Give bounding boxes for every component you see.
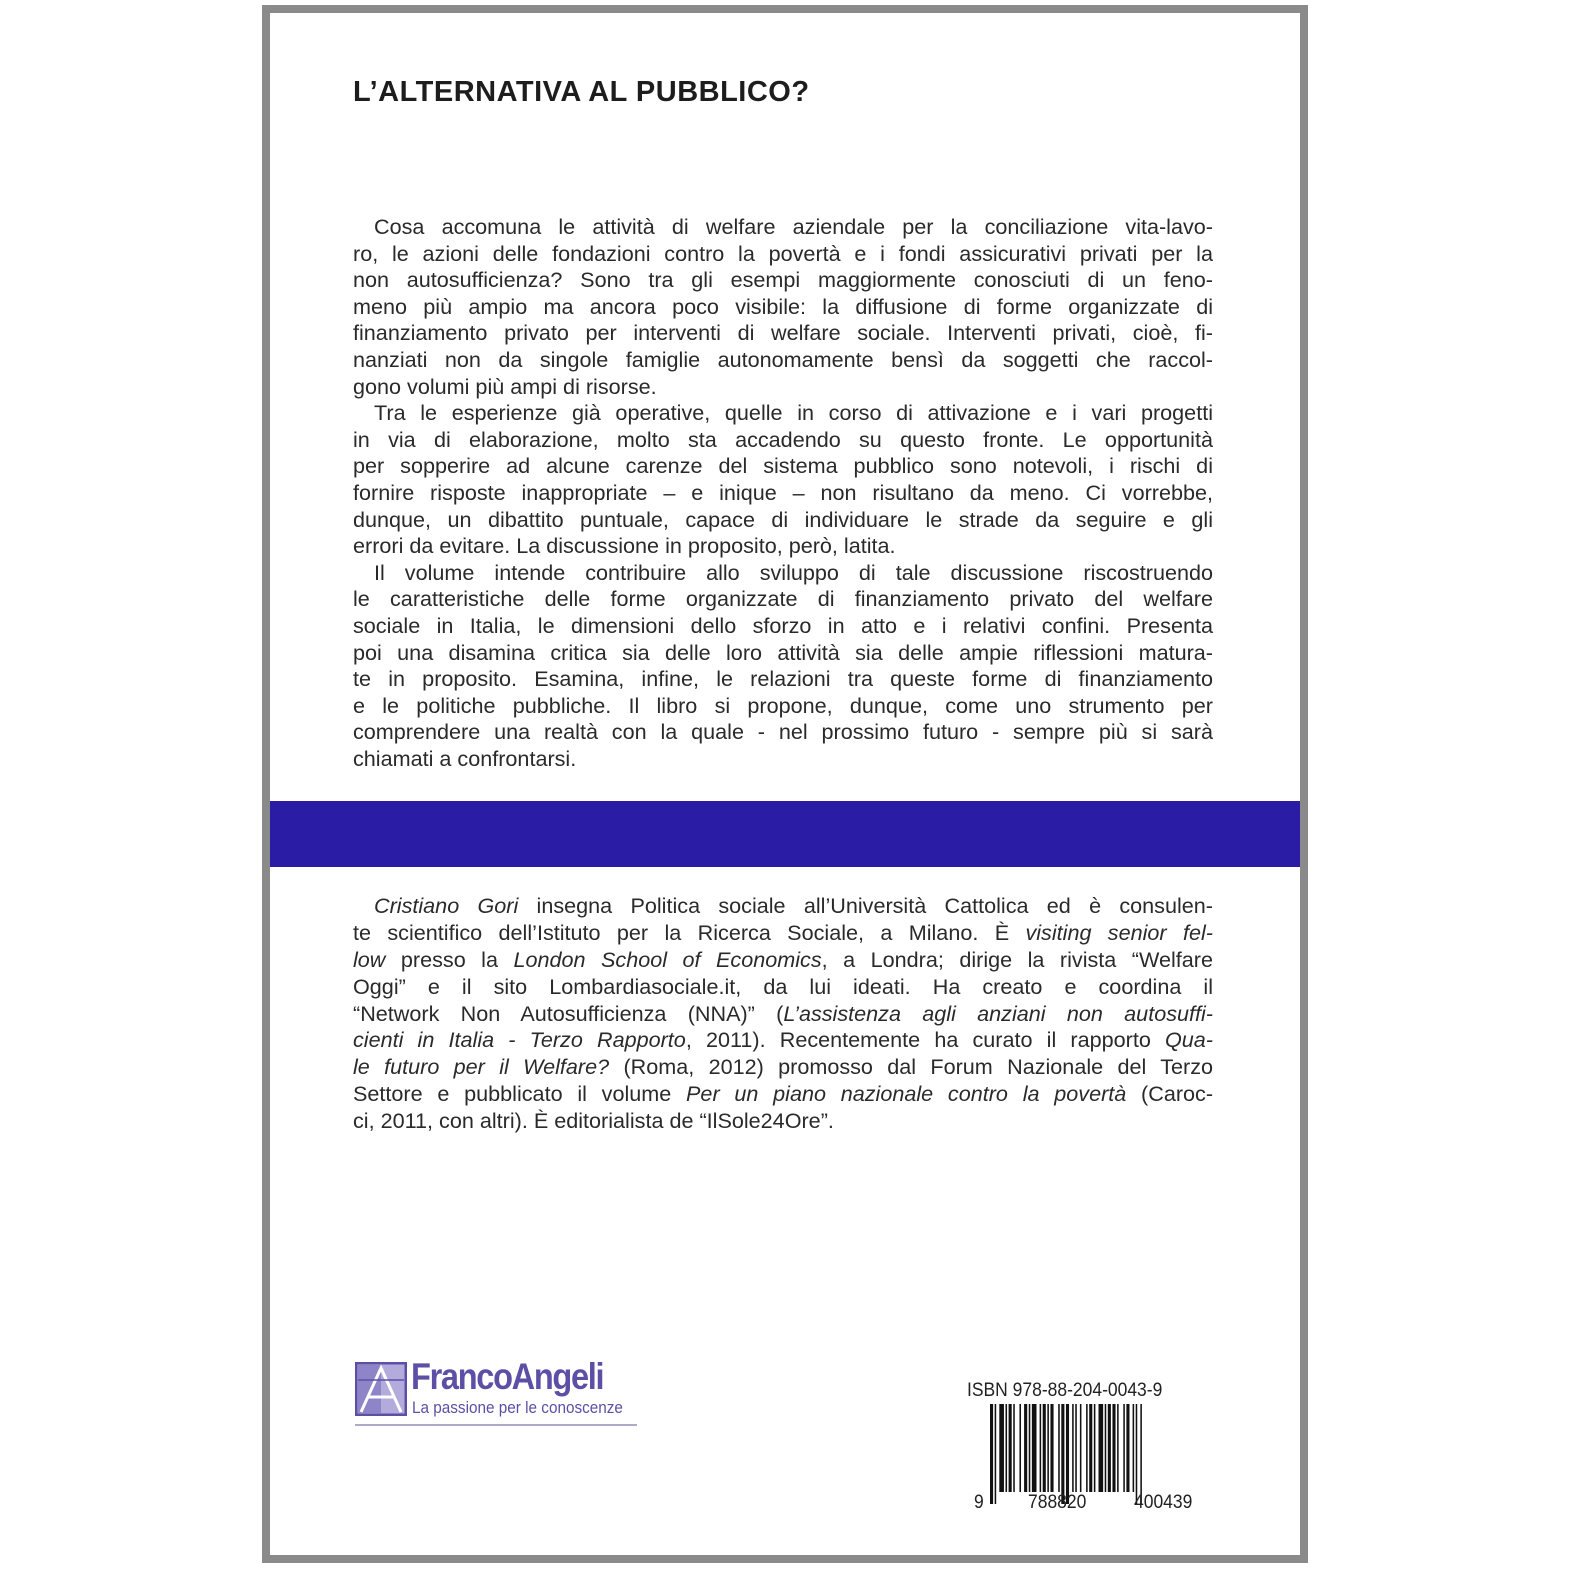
bio-italic-text: London School of Economics <box>513 946 822 972</box>
barcode-bar <box>1117 1404 1119 1492</box>
barcode-bar <box>1058 1404 1060 1492</box>
bio-text: ci, 2011, con altri). È editorialista de “IlSole24Ore”. <box>353 1108 834 1134</box>
bio-italic-text: Qua- <box>1164 1027 1213 1053</box>
blurb-line: comprendere una realtà con la quale - nel prossimo futuro - sempre più si sarà <box>353 719 1213 745</box>
blurb-line: non autosufficienza? Sono tra gli esempi maggiormente conosciuti di un feno- <box>353 267 1213 293</box>
barcode-bar <box>1094 1404 1096 1492</box>
barcode-bar <box>1043 1404 1046 1492</box>
blurb-line: Tra le esperienze già operative, quelle in corso di attivazione e i vari progetti <box>374 400 1213 426</box>
bio-line <box>353 947 1213 974</box>
barcode-bar <box>1112 1404 1115 1492</box>
publisher-name: FrancoAngeli <box>411 1356 604 1397</box>
bio-text: (Caroc- <box>1126 1081 1214 1107</box>
bio-text: insegna Politica sociale all’Università Cattolica ed è consulen- <box>518 893 1213 918</box>
bio-line <box>353 1001 1213 1028</box>
barcode-bar <box>1047 1404 1049 1492</box>
barcode-digits-right: 400439 <box>1134 1492 1193 1513</box>
bio-line <box>353 1027 1213 1054</box>
logo-divider <box>355 1424 637 1426</box>
bio-text: “Network Non Autosufficienza (NNA)” ( <box>353 1000 784 1026</box>
bio-text: , a Londra; dirige la rivista “Welfare <box>821 946 1213 972</box>
blurb-line: Cosa accomuna le attività di welfare aziendale per la conciliazione vita-lavo- <box>374 214 1213 239</box>
blurb-line: errori da evitare. La discussione in proposito, però, latita. <box>353 533 896 559</box>
blurb-line: nanziati non da singole famiglie autonomamente bensì da soggetti che raccol- <box>353 346 1213 372</box>
barcode-bar <box>1089 1404 1092 1492</box>
barcode-bar <box>1123 1404 1125 1492</box>
bio-text: (Roma, 2012) promosso dal Forum Nazionale del Terzo <box>609 1054 1214 1080</box>
barcode-bar <box>1126 1404 1129 1492</box>
bio-line <box>353 974 1213 1001</box>
blurb-line: poi una disamina critica sia delle loro attività sia delle ampie riflessioni matura- <box>353 639 1213 665</box>
publisher-logo-icon <box>355 1362 407 1416</box>
bio-italic-text: visiting senior fel- <box>1025 919 1213 945</box>
barcode-bar <box>1075 1404 1077 1492</box>
bio-text: te scientifico dell’Istituto per la Ricerca Sociale, a Milano. È <box>353 919 1026 945</box>
blurb-line: ro, le azioni delle fondazioni contro la povertà e i fondi assicurativi privati per la <box>353 240 1213 266</box>
bio-italic-text: Per un piano nazionale contro la povertà <box>686 1081 1127 1107</box>
blurb-line: te in proposito. Esamina, infine, le relazioni tra queste forme di finanziamento <box>353 666 1213 692</box>
bio-italic-text: le futuro per il Welfare? <box>353 1054 610 1080</box>
bio-text: Settore e pubblicato il volume <box>353 1081 687 1107</box>
blurb-line: fornire risposte inappropriate – e inique – non risultano da meno. Ci vorrebbe, <box>353 479 1213 505</box>
barcode-bar <box>1072 1404 1074 1492</box>
blurb-line: meno più ampio ma ancora poco visibile: la diffusione di forme organizzate di <box>353 293 1213 319</box>
bio-text: presso la <box>385 946 514 972</box>
blurb-text <box>353 214 1213 772</box>
barcode-bar <box>1024 1404 1027 1492</box>
blurb-line: in via di elaborazione, molto sta accadendo su questo fronte. Le opportunità <box>353 426 1213 452</box>
color-band <box>270 801 1300 867</box>
bio-italic-text: L’assistenza agli anziani non autosuffi- <box>783 1000 1213 1026</box>
barcode-bar <box>1099 1404 1104 1492</box>
isbn-label: ISBN 978-88-204-0043-9 <box>967 1380 1163 1401</box>
blurb-line: sociale in Italia, le dimensioni dello sforzo in atto e i relativi confini. Presenta <box>353 612 1213 638</box>
bio-text: , 2011). Recentemente ha curato il rapporto <box>685 1027 1165 1053</box>
barcode-bar <box>1032 1404 1037 1492</box>
blurb-line: Il volume intende contribuire allo sviluppo di tale discussione riscostruendo <box>374 559 1213 585</box>
barcode-bar <box>1086 1404 1088 1492</box>
bio-line <box>353 1054 1213 1081</box>
blurb-line: e le politiche pubbliche. Il libro si propone, dunque, come uno strumento per <box>353 692 1213 718</box>
barcode-bar <box>1019 1404 1021 1492</box>
bio-line <box>353 920 1213 947</box>
barcode-bar <box>995 1404 997 1504</box>
barcode-bar <box>1040 1404 1042 1492</box>
barcode-bar <box>1136 1404 1138 1504</box>
barcode-bar <box>1009 1404 1012 1492</box>
barcode-digits-left: 788820 <box>1028 1492 1087 1513</box>
barcode-bar <box>999 1404 1004 1492</box>
bio-line <box>353 1108 1213 1135</box>
blurb-line: gono volumi più ampi di risorse. <box>353 373 657 399</box>
blurb-line: dunque, un dibattito puntuale, capace di individuare le strade da seguire e gli <box>353 506 1213 532</box>
blurb-line: finanziamento privato per interventi di welfare sociale. Interventi privati, cioè, fi- <box>353 320 1213 346</box>
barcode-digit-first: 9 <box>974 1492 984 1513</box>
bio-text: Oggi” e il sito Lombardiasociale.it, da lui ideati. Ha creato e coordina il <box>353 973 1213 999</box>
cover-title: L’ALTERNATIVA AL PUBBLICO? <box>353 76 810 108</box>
bio-italic-text: Cristiano Gori <box>374 893 519 918</box>
barcode-bar <box>1050 1404 1053 1492</box>
bio-line <box>353 1081 1213 1108</box>
bio-italic-text: low <box>353 946 386 972</box>
barcode-bar <box>1029 1404 1031 1492</box>
bio-italic-text: cienti in Italia - Terzo Rapporto <box>353 1027 686 1053</box>
barcode-bar <box>1105 1404 1107 1492</box>
bio-line <box>353 893 1213 920</box>
barcode-bar <box>1108 1404 1111 1492</box>
author-bio <box>353 893 1213 1135</box>
barcode <box>990 1404 1216 1504</box>
blurb-line: per sopperire ad alcune carenze del sistema pubblico sono notevoli, i rischi di <box>353 453 1213 479</box>
barcode-bar <box>1133 1404 1135 1492</box>
blurb-line: chiamati a confrontarsi. <box>353 745 577 771</box>
barcode-bar <box>1006 1404 1008 1492</box>
blurb-line: le caratteristiche delle forme organizzate di finanziamento privato del welfare <box>353 586 1213 612</box>
publisher-tagline: La passione per le conoscenze <box>412 1398 623 1417</box>
barcode-bar <box>1080 1404 1082 1492</box>
barcode-bar <box>990 1404 993 1504</box>
barcode-bar <box>1066 1404 1069 1504</box>
barcode-bar <box>1013 1404 1015 1492</box>
barcode-bar <box>1140 1404 1142 1504</box>
barcode-bar <box>1061 1404 1064 1504</box>
